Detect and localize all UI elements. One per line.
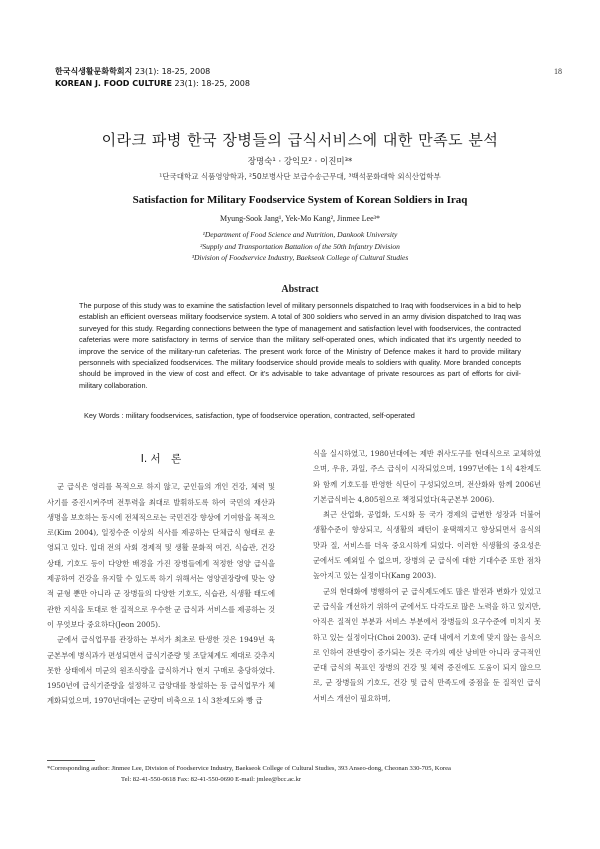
footnote-author: *Corresponding author: Jinmee Lee, Division of Foodservice Industry, Baekseok College of Cultural Studies, 393 Anseo-dong, Cheonan 330-705, Korea bbox=[47, 765, 451, 772]
affiliation-2: ²Supply and Transportation Battalion of the 50th Infantry Division bbox=[200, 241, 400, 251]
affiliations-korean: ¹단국대학교 식품영양학과, ²50보병사단 보급수송근무대, ³백석문화대학 외식산업학부 bbox=[159, 172, 441, 181]
keywords-label: Key Words : bbox=[84, 411, 124, 420]
section-heading: I. 서 론 bbox=[140, 453, 182, 465]
title-korean: 이라크 파병 한국 장병들의 급식서비스에 대한 만족도 분석 bbox=[101, 131, 499, 149]
body-paragraph: 군에서 급식업무를 관장하는 부서가 최초로 탄생한 것은 1949년 육군본부에 병식과가 편성되면서 급식기준량 및 조달체계도 제대로 갖추지 못한 상태에서 미군의 원조식량을 급식하거나 현지 구매로 충당하였다. 1950년에 급식기준량을 설정하고 급양대를 창설하는 등 급식업무가 체계화되었으며, 1970년대에는 군량미 비축으로 1식 3찬제도와 빵 급 bbox=[47, 635, 275, 706]
keywords-text: military foodservices, satisfaction, type of foodservice operation, contracted, self-operated bbox=[125, 411, 415, 420]
abstract-heading: Abstract bbox=[281, 284, 319, 295]
authors-english: Myung-Sook Jang¹, Yek-Mo Kang², Jinmee Lee³* bbox=[219, 214, 381, 223]
body-paragraph: 최근 산업화, 공업화, 도시화 등 국가 경제의 급변한 성장과 더불어 생활수준이 향상되고, 식생활의 패턴이 윤택해지고 향상되면서 음식의 맛과 질, 서비스를 더욱 중요시하게 되었다. 이러한 식생활의 중요성은 군에서도 예외일 수 없으며, 장병의 군 급식에 대한 기대수준 또한 점차 높아지고 있는 실정이다(Kang 2003). bbox=[313, 510, 541, 581]
body-paragraph: 군의 현대화에 병행하여 군 급식제도에도 많은 발전과 변화가 있었고 군 급식을 개선하기 위하여 군에서도 다각도로 많은 노력을 하고 있지만, 아직은 질적인 부분과 서비스 부분에서 장병들의 요구수준에 미치지 못하고 있는 실정이다(Choi 2003). 군대 내에서 기호에 맞지 않는 음식으로 인하여 잔반량이 증가되는 것은 국가의 예산 낭비만 아니라 궁극적인 군대 급식의 목표인 장병의 건강 및 체력 증진에도 도움이 되지 않으므로, 군 장병들의 기호도, 건강 및 급식 만족도에 중점을 둔 질적인 급식 서비스 개선이 필요하며, bbox=[313, 586, 541, 703]
authors-korean: 장명숙¹ · 강익모² · 이진미³* bbox=[247, 157, 353, 167]
footnote-contact: Tel: 82-41-550-0618 Fax: 82-41-550-0690 E-mail: jmlee@bcc.ac.kr bbox=[121, 775, 302, 783]
left-column bbox=[47, 450, 275, 709]
journal-header bbox=[55, 66, 250, 90]
affiliations-english bbox=[0, 229, 600, 264]
journal-name-en: KOREAN J. FOOD CULTURE bbox=[55, 79, 172, 88]
journal-name-ko: 한국식생활문화학회지 bbox=[55, 67, 133, 76]
page-number: 18 bbox=[554, 67, 562, 76]
keywords bbox=[84, 411, 524, 420]
journal-issue-ko: 23(1): 18-25, 2008 bbox=[134, 67, 211, 76]
right-column bbox=[313, 446, 541, 706]
title-english: Satisfaction for Military Foodservice System of Korean Soldiers in Iraq bbox=[132, 194, 468, 206]
journal-issue-en: 23(1): 18-25, 2008 bbox=[174, 79, 250, 88]
body-paragraph: 식을 실시하였고, 1980년대에는 제반 취사도구를 현대식으로 교체하였으며, 우유, 과일, 주스 급식이 시작되었으며, 1997년에는 1식 4찬제도와 함께 기호도를 반영한 식단이 구성되었으며, 전산화와 함께 2006년 기본급식비는 4,805원으로 책정되었다(육군본부 2006). bbox=[313, 449, 541, 504]
affiliation-1: ¹Department of Food Science and Nutrition, Dankook University bbox=[202, 230, 398, 239]
affiliation-3: ³Division of Foodservice Industry, Baekseok College of Cultural Studies bbox=[191, 253, 409, 262]
body-paragraph: 군 급식은 영리를 목적으로 하지 않고, 군인들의 개인 건강, 체력 및 사기를 증진시켜주며 전투력을 최대로 발휘하도록 하여 국민의 재산과 생명을 보호하는 동시에 전체적으로는 국민건강 향상에 기여함을 목적으로(Kim 2004), 일정수준 이상의 식사를 제공하는 단체급식 형태로 운영되고 있다. 입대 전의 사회 경제적 및 생활 문화적 여건, 식습관, 건강상태, 기호도 등이 다양한 배경을 가진 장병들에게 적정한 영양 급식을 제공하여 건강을 유지할 수 있도록 하기 위해서는 영양권장량에 맞는 양적 균형 뿐만 아니라 군 장병들의 다양한 기호도, 식습관, 식생활 태도에 관한 지식을 토대로 한 질적으로 우수한 군 급식과 서비스를 제공하는 것이 무엇보다 중요하다(Jeon 2005). bbox=[47, 482, 275, 629]
footnote bbox=[47, 764, 567, 785]
footnote-divider bbox=[47, 760, 95, 761]
abstract-text: The purpose of this study was to examine the satisfaction level of military personnels dispatched to Iraq with foodservices in a bid to help establish an efficient overseas military foodservice system. A total of 300 soldiers who served in an army division dispatched to Iraq was surveyed for this study. Regarding connections between the type of management and satisfaction level with foodservices, the contracted cafeterias were more satisfactory in terms of service than the military self-operated ones, which indicated that it's urgently needed to improve the service of the military-run cafeterias. The present work force of the Ministry of Defence makes it hard to provide military personnels with specialized foodservices. The military foodservice should provide meals to soldiers with quality. More branded concepts should be improved in the view of cost and effect. Or it's advisable to take advantage of private resources as part of efforts for civil-military collaboration. bbox=[79, 301, 521, 390]
